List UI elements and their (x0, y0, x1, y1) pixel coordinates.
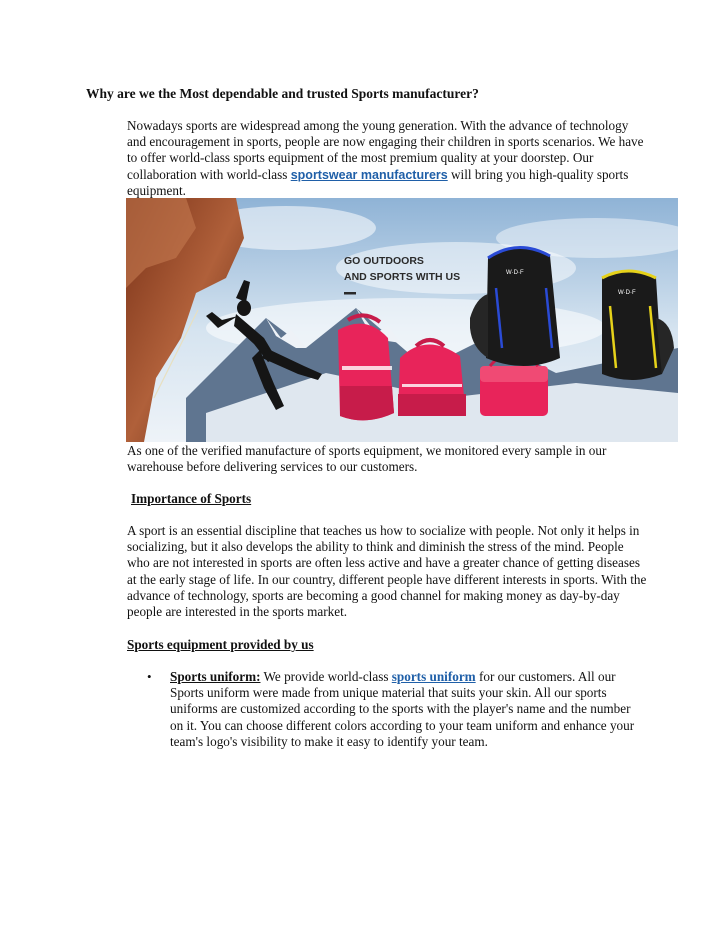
list-item (170, 669, 646, 750)
banner-slogan-line2: AND SPORTS WITH US (344, 271, 461, 283)
sportswear-manufacturers-link[interactable]: sportswear manufacturers (290, 167, 448, 182)
list-item-text-before: We provide world-class (260, 669, 392, 684)
importance-heading: Importance of Sports (131, 491, 252, 506)
page-heading: Why are we the Most dependable and trusted Sports manufacturer? (86, 86, 479, 101)
banner-slogan-line1: GO OUTDOORS (344, 255, 424, 267)
list-item-text-after: for our customers. All our Sports uniform were made from unique material that suits your skin. All our sports uniforms are customized according to the sports with the player's name and the number on it. You can choose different colors according to your team uniform and enhance your team's logo's visibility to make it easy to identify your team. (170, 669, 635, 749)
verified-paragraph: As one of the verified manufacture of sports equipment, we monitored every sample in our warehouse before delivering services to our customers. (127, 443, 607, 475)
list-item-lead: Sports uniform: (170, 669, 261, 684)
equipment-heading: Sports equipment provided by us (127, 637, 314, 652)
bag-brand-blue: W·D·F (506, 270, 524, 276)
banner-illustration (126, 198, 678, 442)
sports-banner-image (126, 198, 678, 442)
bullet-icon: • (147, 669, 152, 684)
bag-brand-yellow: W·D·F (618, 290, 636, 296)
intro-text-after: will bring you high-quality sports equipment. (127, 166, 629, 198)
intro-text-before: Nowadays sports are widespread among the young generation. With the advance of technology and encouragement in sports, people are now engaging their children in sports scenarios. We have to offer world-class sports equipment of the most premium quality at your doorstep. Our collaboration with world-class (127, 118, 644, 182)
importance-paragraph: A sport is an essential discipline that teaches us how to socialize with people. Not only it helps in socializing, but it also develops the ability to think and diminish the stress of the mind. People who are not interested in sports are often less active and have a greater chance of getting diseases at the early stage of life. In our country, different people have different interests in sports. With the advance of technology, sports are becoming a good channel for making money as day-by-day people are interested in the sports market. (127, 523, 647, 620)
intro-paragraph (127, 118, 647, 199)
sports-uniform-link[interactable]: sports uniform (391, 669, 476, 684)
